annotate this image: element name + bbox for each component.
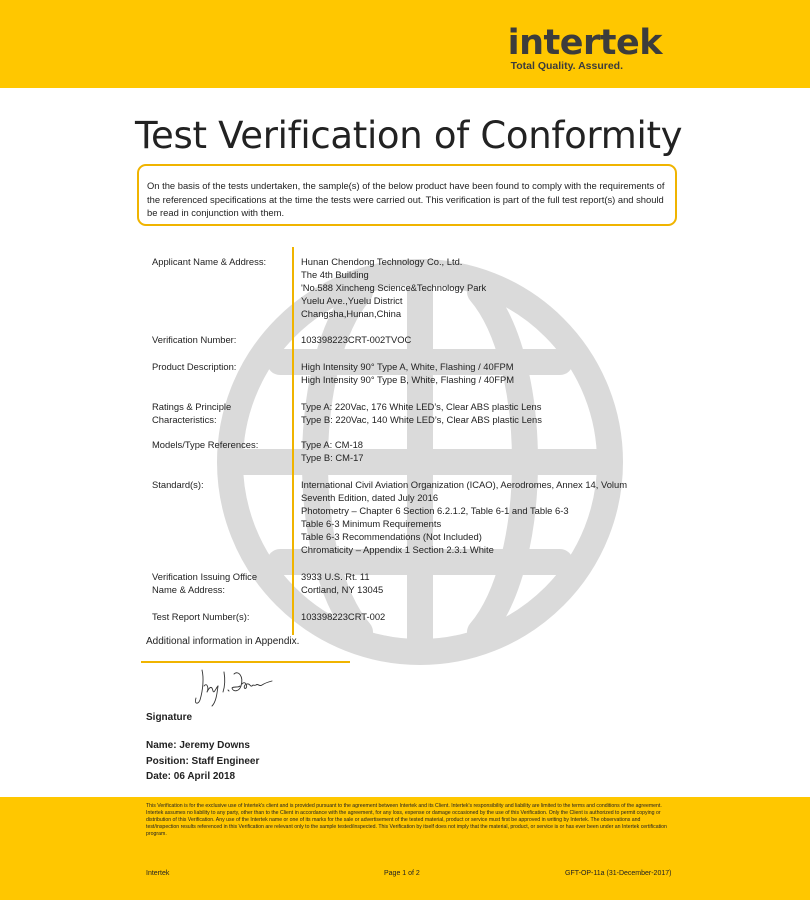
intro-box xyxy=(137,164,677,226)
test-report-value: 103398223CRT-002 xyxy=(301,611,386,622)
footer-company: Intertek xyxy=(146,870,170,877)
applicant-line: Changsha,Hunan,China xyxy=(301,308,402,319)
intertek-logo xyxy=(507,23,662,72)
model-line: Type B: CM-17 xyxy=(301,452,364,463)
ratings-line: Type A: 220Vac, 176 White LED’s, Clear ABS plastic Lens xyxy=(301,401,542,412)
issuing-office-label xyxy=(152,570,257,596)
header-band xyxy=(0,0,810,88)
footer-disclaimer: This Verification is for the exclusive use of Intertek's client and is provided pursuant to the agreement between Intertek and its Client. Intertek's responsibility and liability are limited to the terms and conditions of the agreement. Intertek assumes no liability to any party, other than to the Client in accordance with the agreement, for any loss, expense or damage occasioned by the use of this Verification. Only the Client is authorized to permit copying or distribution of this Verification. Any use of the Intertek name or one of its marks for the sale or advertisement of the tested material, product or service must first be approved in writing by Intertek. The observations and test/inspection results referenced in this Verification are relevant only to the sample tested/inspected. This Verification by itself does not imply that the material, product, or service is or has ever been under an Intertek certification program. xyxy=(146,803,667,838)
footer-form-code: GFT-OP-11a (31-December-2017) xyxy=(565,870,672,877)
ratings-label xyxy=(152,400,231,426)
page-title: Test Verification of Conformity xyxy=(135,114,683,157)
standard-line: Table 6-3 Minimum Requirements xyxy=(301,518,442,529)
model-line: Type A: CM-18 xyxy=(301,439,364,450)
models-label: Models/Type References: xyxy=(152,439,259,450)
standards-value xyxy=(301,478,653,556)
product-line: High Intensity 90° Type A, White, Flashing / 40FPM xyxy=(301,361,514,372)
models-value xyxy=(301,438,364,464)
ratings-label-line: Characteristics: xyxy=(152,414,217,425)
applicant-line: Hunan Chendong Technology Co., Ltd. xyxy=(301,256,463,267)
signature-divider xyxy=(141,661,350,663)
applicant-label: Applicant Name & Address: xyxy=(152,256,267,267)
applicant-line: The 4th Building xyxy=(301,269,369,280)
handwritten-signature xyxy=(192,664,282,708)
footer-band xyxy=(0,797,810,900)
product-description-label: Product Description: xyxy=(152,361,237,372)
footer-page-number: Page 1 of 2 xyxy=(384,870,420,877)
standard-line: International Civil Aviation Organization (ICAO), Aerodromes, Annex 14, Volum xyxy=(301,479,628,490)
ratings-label-line: Ratings & Principle xyxy=(152,401,232,412)
issuing-office-line: Cortland, NY 13045 xyxy=(301,584,384,595)
ratings-line: Type B: 220Vac, 140 White LED’s, Clear ABS plastic Lens xyxy=(301,414,542,425)
issuing-office-label-line: Name & Address: xyxy=(152,584,225,595)
signer-details xyxy=(146,738,259,785)
signature-label: Signature xyxy=(146,712,193,723)
verification-number-label: Verification Number: xyxy=(152,334,237,345)
test-report-label: Test Report Number(s): xyxy=(152,611,250,622)
standard-line: Table 6-3 Recommendations (Not Included) xyxy=(301,531,482,542)
applicant-line: 'No.588 Xincheng Science&Technology Park xyxy=(301,282,487,293)
additional-info: Additional information in Appendix. xyxy=(146,636,300,647)
label-value-divider xyxy=(292,247,294,635)
standard-line: Chromaticity – Appendix 1 Section 2.3.1 White xyxy=(301,544,494,555)
issuing-office-value xyxy=(301,570,383,596)
standard-line: Photometry – Chapter 6 Section 6.2.1.2, Table 6-1 and Table 6-3 xyxy=(301,505,569,516)
signer-date: Date: 06 April 2018 xyxy=(146,771,236,782)
applicant-address xyxy=(301,255,486,320)
signer-position: Position: Staff Engineer xyxy=(146,755,260,767)
ratings-value xyxy=(301,400,542,426)
logo-wordmark: intertek xyxy=(507,23,662,63)
logo-tagline: Total Quality. Assured. xyxy=(510,60,624,72)
verification-number-value: 103398223CRT-002TVOC xyxy=(301,334,412,345)
issuing-office-line: 3933 U.S. Rt. 11 xyxy=(301,571,370,582)
signer-name: Name: Jeremy Downs xyxy=(146,740,250,751)
intro-text: On the basis of the tests undertaken, the sample(s) of the below product have been found to comply with the requirements of the referenced specifications at the time the tests were carried out. This verification is part of the full test report(s) and should be read in conjunction with them. xyxy=(147,180,665,218)
product-description-value xyxy=(301,360,514,386)
applicant-line: Yuelu Ave.,Yuelu District xyxy=(301,295,403,306)
product-line: High Intensity 90° Type B, White, Flashing / 40FPM xyxy=(301,374,515,385)
standards-label: Standard(s): xyxy=(152,479,204,490)
issuing-office-label-line: Verification Issuing Office xyxy=(152,571,258,582)
standard-line: Seventh Edition, dated July 2016 xyxy=(301,492,439,503)
